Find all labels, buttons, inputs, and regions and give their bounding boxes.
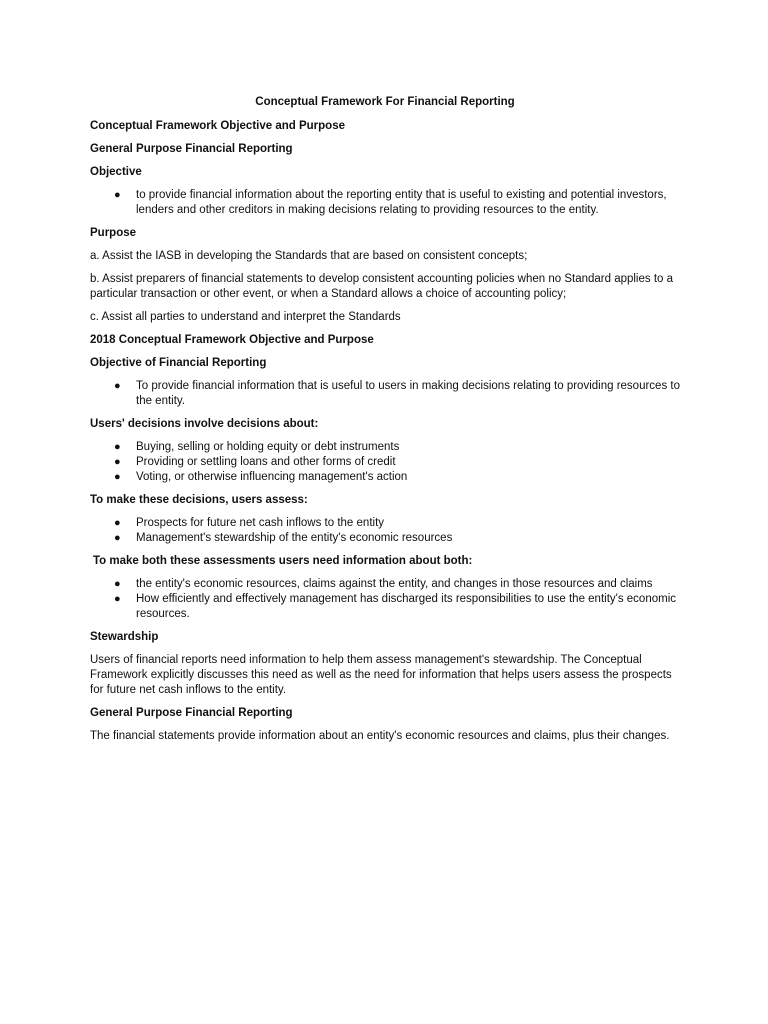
list-item-text: How efficiently and effectively management has discharged its responsibilities to use the entity's economic resources. (136, 593, 677, 620)
list-item-text: To provide financial information that is useful to users in making decisions relating to providing resources to the entity. (136, 380, 680, 407)
bullet-icon: ● (114, 380, 121, 392)
bullet-icon: ● (114, 517, 121, 529)
bullet-icon: ● (114, 456, 121, 468)
list-item-text: Buying, selling or holding equity or debt instruments (136, 441, 400, 453)
heading-general-purpose-financial-reporting: General Purpose Financial Reporting (90, 143, 293, 155)
list-item (90, 379, 680, 409)
heading-objective-financial-reporting: Objective of Financial Reporting (90, 357, 267, 369)
heading-2018-framework: 2018 Conceptual Framework Objective and Purpose (90, 334, 374, 346)
users-decisions-list (90, 440, 680, 485)
list-item (90, 516, 680, 531)
purpose-a: a. Assist the IASB in developing the Standards that are based on consistent concepts; (90, 250, 528, 262)
document-title: Conceptual Framework For Financial Reporting (255, 96, 515, 108)
gpfr-text: The financial statements provide information about an entity's economic resources and claims, plus their changes. (90, 730, 670, 742)
bullet-icon: ● (114, 471, 121, 483)
both-assessments-list (90, 577, 680, 622)
list-item (90, 188, 680, 218)
heading-users-decisions: Users' decisions involve decisions about: (90, 418, 319, 430)
heading-stewardship: Stewardship (90, 631, 159, 643)
heading-objective: Objective (90, 166, 142, 178)
list-item (90, 577, 680, 592)
list-item-text: Prospects for future net cash inflows to the entity (136, 517, 385, 529)
heading-users-assess: To make these decisions, users assess: (90, 494, 308, 506)
document-page (90, 95, 680, 752)
stewardship-text: Users of financial reports need information to help them assess management's stewardship. The Conceptual Framework explicitly discusses this need as well as the need for information that helps users assess the prospects for future net cash inflows to the entity. (90, 654, 672, 696)
heading-objective-purpose: Conceptual Framework Objective and Purpose (90, 120, 345, 132)
bullet-icon: ● (114, 532, 121, 544)
objective-financial-reporting-list (90, 379, 680, 409)
list-item-text: Management's stewardship of the entity's economic resources (136, 532, 453, 544)
purpose-c: c. Assist all parties to understand and interpret the Standards (90, 311, 401, 323)
bullet-icon: ● (114, 593, 121, 605)
list-item-text: Providing or settling loans and other forms of credit (136, 456, 396, 468)
list-item (90, 470, 680, 485)
list-item (90, 531, 680, 546)
users-assess-list (90, 516, 680, 546)
heading-both-assessments: To make both these assessments users need information about both: (93, 555, 473, 567)
list-item (90, 440, 680, 455)
list-item-text: Voting, or otherwise influencing management's action (136, 471, 408, 483)
heading-general-purpose-financial-reporting-2: General Purpose Financial Reporting (90, 707, 293, 719)
heading-purpose: Purpose (90, 227, 137, 239)
bullet-icon: ● (114, 189, 121, 201)
list-item (90, 455, 680, 470)
objective-list (90, 188, 680, 218)
list-item (90, 592, 680, 622)
list-item-text: the entity's economic resources, claims against the entity, and changes in those resources and claims (136, 578, 653, 590)
list-item-text: to provide financial information about the reporting entity that is useful to existing and potential investors, lenders and other creditors in making decisions relating to providing resources to the entity. (136, 189, 667, 216)
bullet-icon: ● (114, 578, 121, 590)
bullet-icon: ● (114, 441, 121, 453)
purpose-b: b. Assist preparers of financial statements to develop consistent accounting policies when no Standard applies to a particular transaction or other event, or when a Standard allows a choice of accounting policy; (90, 273, 674, 300)
